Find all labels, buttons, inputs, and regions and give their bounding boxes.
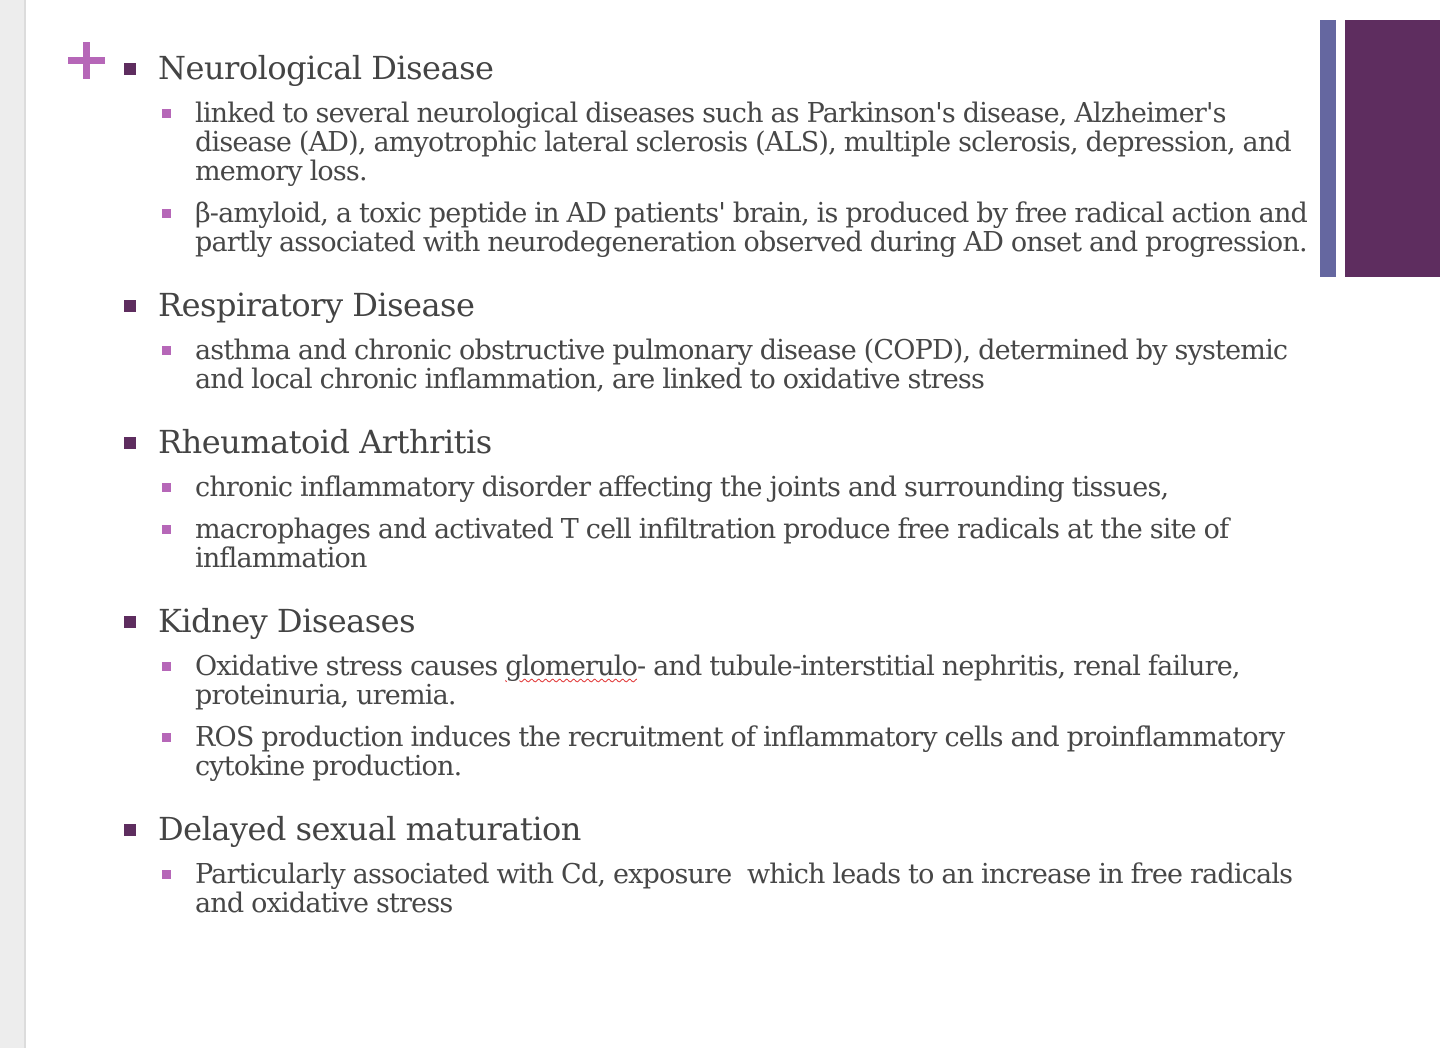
section-heading-text: Kidney Diseases — [158, 602, 416, 640]
bullet-list — [120, 473, 1310, 573]
square-bullet-icon — [124, 437, 136, 449]
bullet-text — [195, 651, 1240, 711]
slide-content — [120, 46, 1310, 918]
bullet-text: ROS production induces the recruitment of inflammatory cells and proinflammatory cytokine production. — [195, 722, 1285, 782]
bullet-list — [120, 860, 1310, 918]
list-item — [120, 652, 1310, 710]
spellcheck-flagged-word[interactable]: glomerulo — [505, 651, 637, 682]
square-bullet-icon — [162, 662, 171, 671]
square-bullet-icon — [162, 733, 171, 742]
list-item — [120, 199, 1310, 257]
list-item — [120, 860, 1310, 918]
list-item — [120, 473, 1310, 502]
square-bullet-icon — [124, 824, 136, 836]
section-sexual-maturation — [120, 807, 1310, 918]
square-bullet-icon — [162, 870, 171, 879]
square-bullet-icon — [162, 525, 171, 534]
square-bullet-icon — [124, 616, 136, 628]
bullet-text-part: Oxidative stress causes — [195, 651, 506, 682]
bullet-text: Particularly associated with Cd, exposure which leads to an increase in free radicals and oxidative stress — [195, 859, 1301, 919]
section-heading — [120, 599, 1310, 643]
square-bullet-icon — [124, 63, 136, 75]
list-item — [120, 99, 1310, 186]
section-heading — [120, 46, 1310, 90]
square-bullet-icon — [124, 300, 136, 312]
bullet-text-part: - and tubule-interstitial nephritis, renal failure, proteinuria, uremia. — [195, 651, 1240, 711]
section-neurological — [120, 46, 1310, 257]
section-heading-text: Delayed sexual maturation — [158, 810, 581, 848]
list-item — [120, 515, 1310, 573]
section-heading — [120, 283, 1310, 327]
bullet-text: linked to several neurological diseases such as Parkinson's disease, Alzheimer's disease (AD), amyotrophic lateral sclerosis (ALS), multiple sclerosis, depression, and memory loss. — [195, 98, 1291, 187]
list-item — [120, 336, 1310, 394]
section-kidney — [120, 599, 1310, 781]
plus-icon — [66, 40, 108, 82]
accent-bar-thick — [1345, 20, 1440, 277]
square-bullet-icon — [162, 483, 171, 492]
square-bullet-icon — [162, 209, 171, 218]
section-heading-text: Neurological Disease — [158, 49, 494, 87]
section-rheumatoid — [120, 420, 1310, 573]
square-bullet-icon — [162, 109, 171, 118]
bullet-text: asthma and chronic obstructive pulmonary disease (COPD), determined by systemic and local chronic inflammation, are linked to oxidative stress — [195, 335, 1288, 395]
left-gutter — [0, 0, 26, 1048]
bullet-list — [120, 336, 1310, 394]
accent-bar-thin — [1320, 20, 1336, 277]
square-bullet-icon — [162, 346, 171, 355]
bullet-text: macrophages and activated T cell infiltration produce free radicals at the site of inflammation — [195, 514, 1229, 574]
section-heading-text: Rheumatoid Arthritis — [158, 423, 492, 461]
section-respiratory — [120, 283, 1310, 394]
bullet-text: chronic inflammatory disorder affecting the joints and surrounding tissues, — [195, 472, 1169, 503]
section-heading — [120, 420, 1310, 464]
bullet-list — [120, 652, 1310, 781]
list-item — [120, 723, 1310, 781]
section-heading — [120, 807, 1310, 851]
bullet-list — [120, 99, 1310, 257]
section-heading-text: Respiratory Disease — [158, 286, 475, 324]
bullet-text: β-amyloid, a toxic peptide in AD patients' brain, is produced by free radical action and partly associated with neurodegeneration observed during AD onset and progression. — [195, 198, 1308, 258]
